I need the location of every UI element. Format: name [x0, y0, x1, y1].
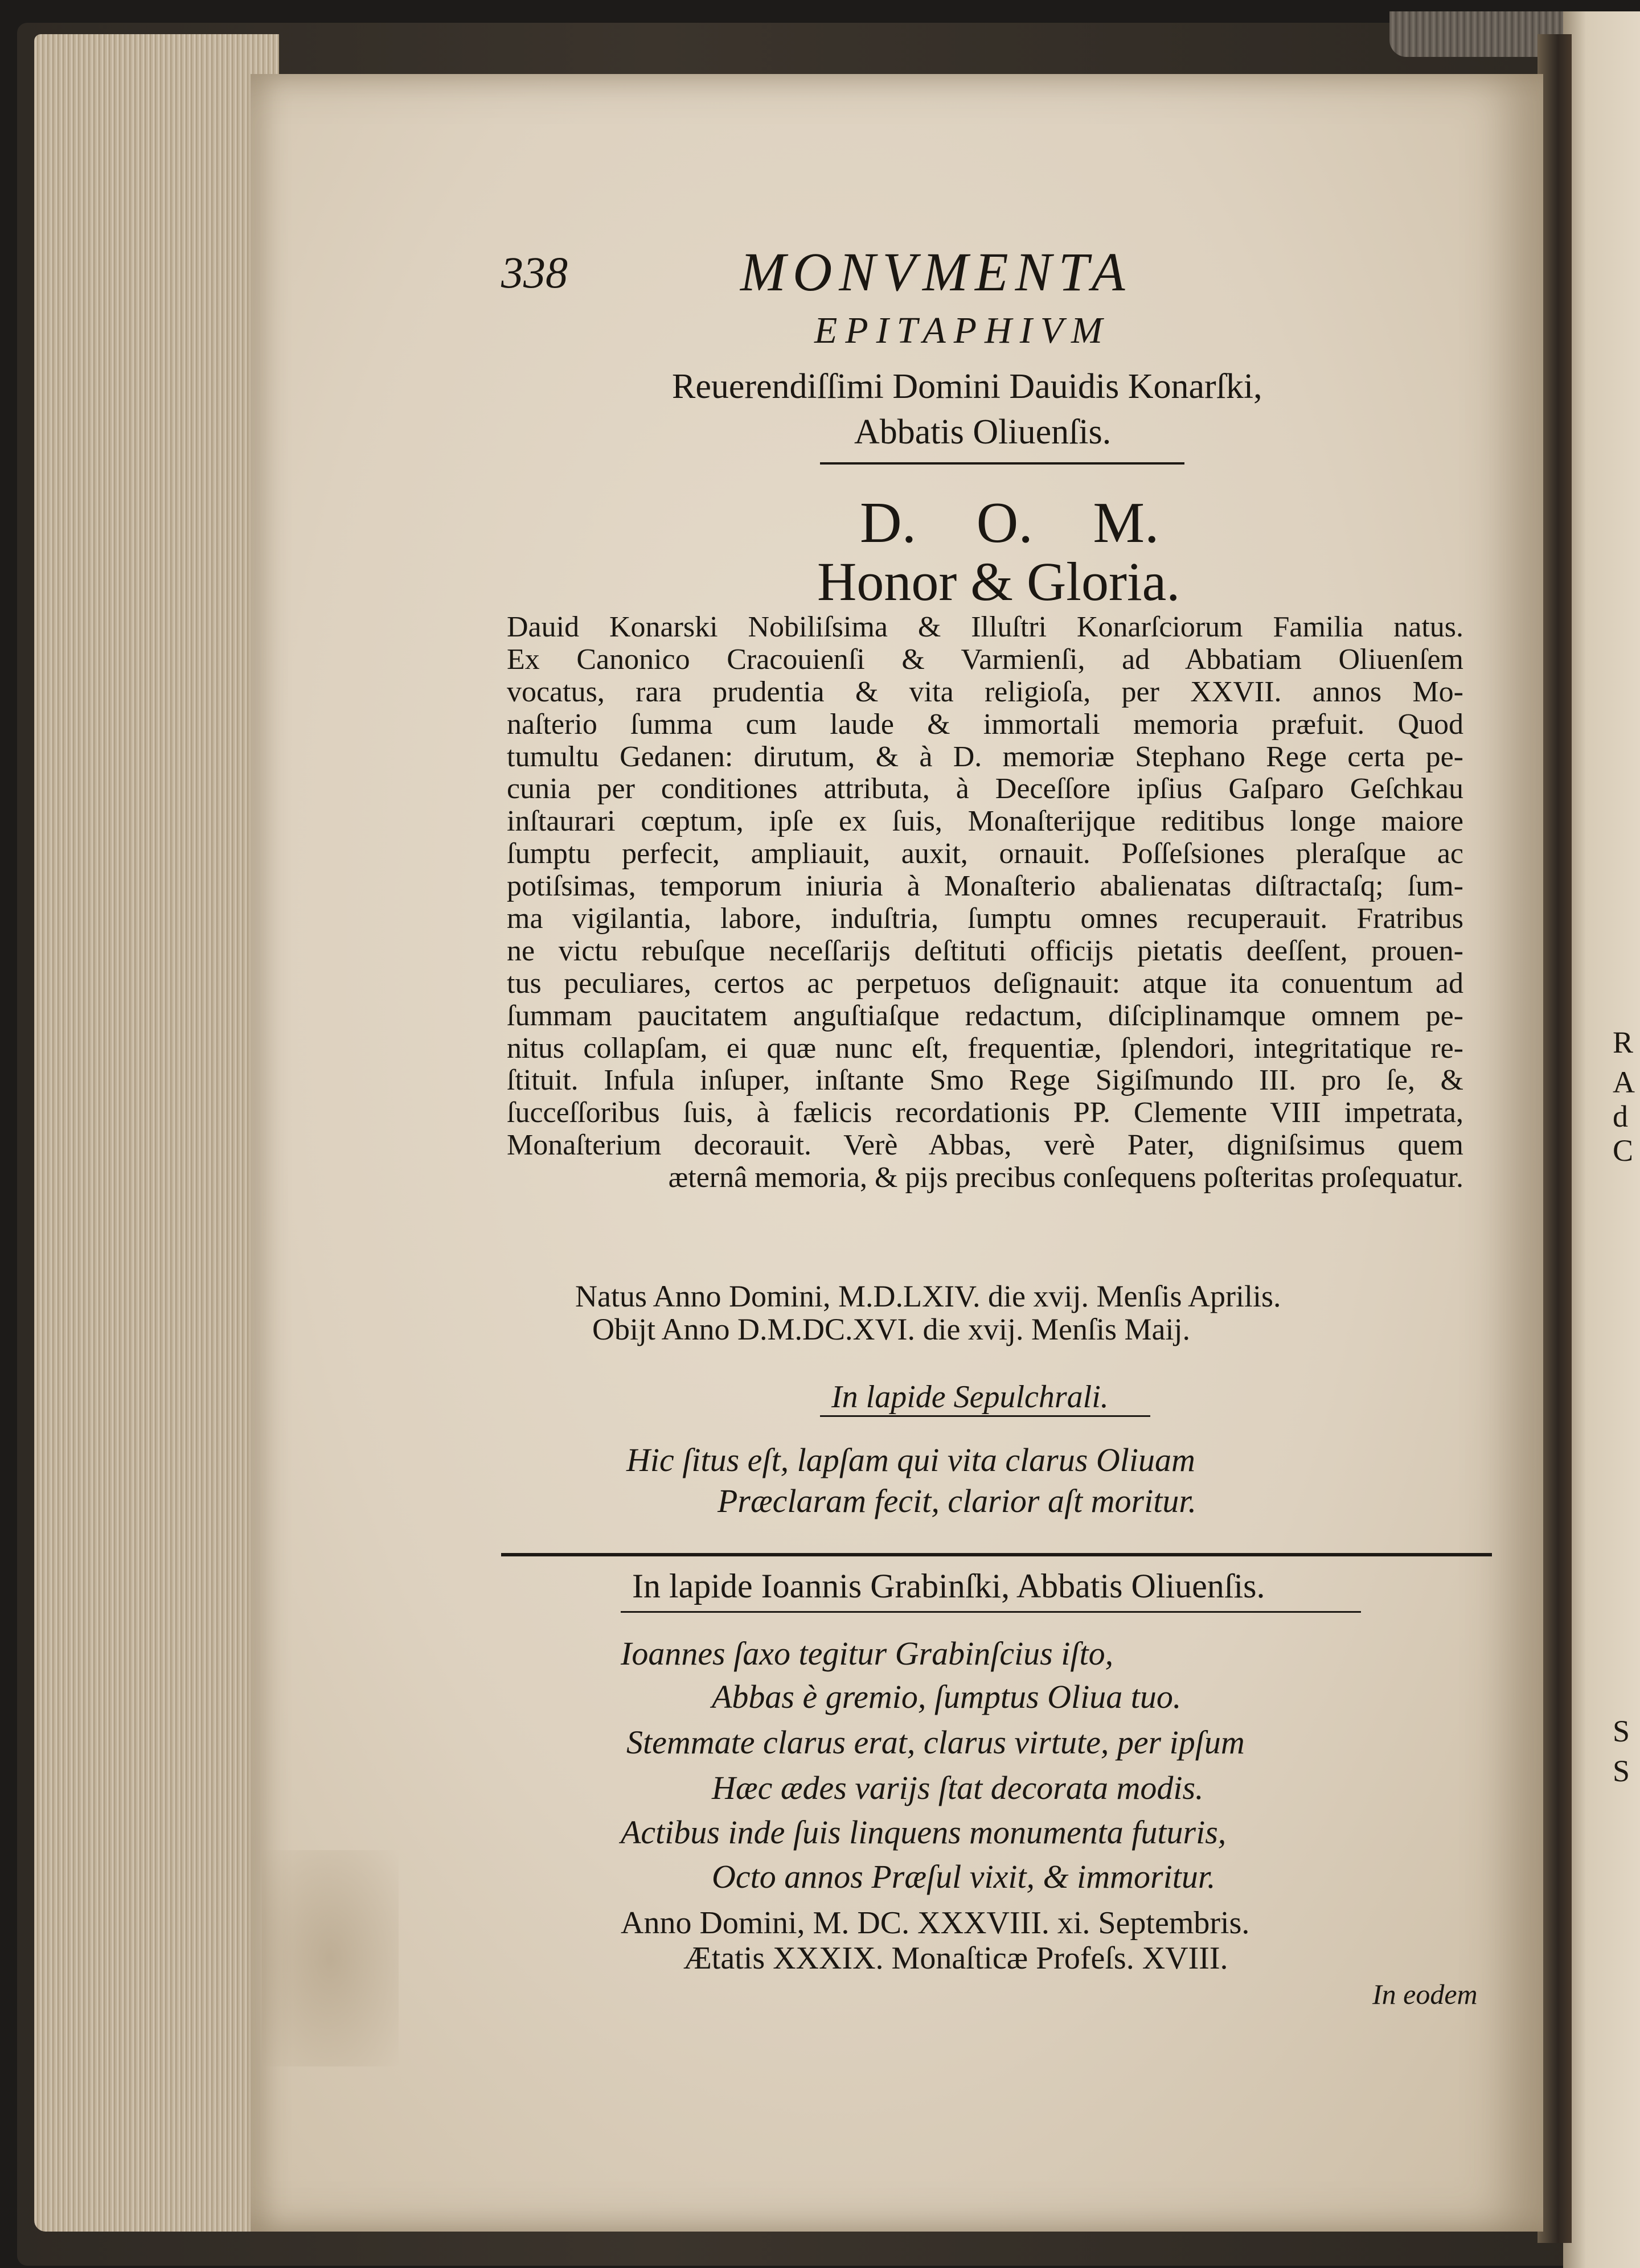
body-line: nitus collapſam, ei quæ nunc eſt, frequentiæ, ſplendori, integritatique re- — [507, 1032, 1463, 1065]
body-line: potiſsimas, temporum iniuria à Monaſterio abalienatas diſtractaſq; ſum- — [507, 870, 1463, 903]
body-line: æternâ memoria, & pijs precibus conſequens poſteritas proſequatur. — [668, 1161, 1463, 1194]
body-line: cunia per conditiones attributa, à Deceſſore ipſius Gaſparo Geſchkau — [507, 773, 1463, 806]
body-line: ma vigilantia, labore, induſtria, ſumptu omnes recuperauit. Fratribus — [507, 902, 1463, 935]
page-number: 338 — [501, 248, 568, 297]
facing-page-fragment: S — [1613, 1714, 1630, 1748]
body-line: tus peculiares, certos ac perpetuos deſignauit: atque ita conuentum ad — [507, 967, 1463, 1000]
facing-page-fragment: C — [1613, 1133, 1634, 1168]
body-line: vocatus, rara prudentia & vita religioſa, per XXVII. annos Mo- — [507, 675, 1463, 708]
facing-page-fragment: R — [1613, 1025, 1634, 1059]
body-line: Dauid Konarski Nobiliſsima & Illuſtri Konarſciorum Familia natus. — [507, 611, 1463, 643]
body-line: Monaſterium decorauit. Verè Abbas, verè Pater, digniſsimus quem — [507, 1129, 1463, 1162]
poem-line: Abbas è gremio, ſumptus Oliua tuo. — [712, 1678, 1182, 1715]
body-line: ſtituit. Infula inſuper, inſtante Smo Rege Sigiſmundo III. pro ſe, & — [507, 1064, 1463, 1097]
death-date-line: Obijt Anno D.M.DC.XVI. die xvij. Menſis Maij. — [592, 1312, 1190, 1346]
page-edges — [34, 34, 279, 2232]
poem-line: Octo annos Præſul vixit, & immoritur. — [712, 1858, 1216, 1895]
poem-line: Stemmate clarus erat, clarus virtute, per ipſum — [626, 1724, 1245, 1761]
catchword: In eodem — [1372, 1978, 1478, 2010]
poem-line: Actibus inde ſuis linquens monumenta futuris, — [621, 1814, 1227, 1851]
body-line: Ex Canonico Cracouienſi & Varmienſi, ad Abbatiam Oliuenſem — [507, 643, 1463, 676]
dom-heading: D. O. M. — [860, 491, 1159, 555]
body-line: tumultu Gedanen: dirutum, & à D. memoriæ Stephano Rege certa pe- — [507, 740, 1463, 773]
sepulchral-verse-line: Præclaram fecit, clarior aſt moritur. — [718, 1482, 1196, 1519]
page-stain — [262, 1850, 399, 2066]
sepulchral-heading: In lapide Sepulchrali. — [831, 1379, 1109, 1415]
heading-underline — [621, 1611, 1361, 1613]
grabinski-heading: In lapide Ioannis Grabinſki, Abbatis Oliuenſis. — [632, 1567, 1265, 1605]
body-line: ſummam paucitatem anguſtiaſque redactum, diſciplinamque omnem pe- — [507, 999, 1463, 1032]
body-line: ne victu rebuſque neceſſarijs deſtituti officijs pietatis deeſſent, prouen- — [507, 934, 1463, 967]
aetatis-line: Ætatis XXXIX. Monaſticæ Profeſs. XVIII. — [683, 1941, 1228, 1976]
epitaph-title: EPITAPHIVM — [814, 310, 1110, 351]
poem-line: Hæc ædes varijs ſtat decorata modis. — [712, 1769, 1204, 1806]
running-head: MONVMENTA — [740, 241, 1132, 302]
body-line: ſucceſſoribus ſuis, à fælicis recordationis PP. Clemente VIII impetrata, — [507, 1096, 1463, 1129]
epitaph-subtitle-line-1: Reuerendiſſimi Domini Dauidis Konarſki, — [672, 367, 1262, 406]
section-rule — [501, 1553, 1492, 1556]
body-line: naſterio ſumma cum laude & immortali memoria præfuit. Quod — [507, 708, 1463, 741]
body-line: ſumptu perfecit, ampliauit, auxit, ornauit. Poſſeſsiones pleraſque ac — [507, 837, 1463, 870]
title-rule — [820, 462, 1184, 465]
body-line: inſtaurari cœptum, ipſe ex ſuis, Monaſterijque reditibus longe maiore — [507, 805, 1463, 838]
honor-gloria-heading: Honor & Gloria. — [817, 551, 1180, 612]
sepulchral-rule — [820, 1415, 1150, 1417]
sepulchral-verse-line: Hic ſitus eſt, lapſam qui vita clarus Oliuam — [626, 1441, 1195, 1478]
anno-line: Anno Domini, M. DC. XXXVIII. xi. Septembris. — [621, 1905, 1250, 1941]
epitaph-subtitle-line-2: Abbatis Oliuenſis. — [854, 413, 1112, 451]
facing-page-fragment: S — [1613, 1754, 1630, 1788]
facing-page-fragment: A — [1613, 1065, 1635, 1099]
poem-line: Ioannes ſaxo tegitur Grabinſcius iſto, — [621, 1635, 1114, 1672]
birth-date-line: Natus Anno Domini, M.D.LXIV. die xvij. Menſis Aprilis. — [575, 1279, 1281, 1313]
facing-page-fragment: d — [1613, 1099, 1628, 1133]
epitaph-body — [507, 611, 1463, 1194]
